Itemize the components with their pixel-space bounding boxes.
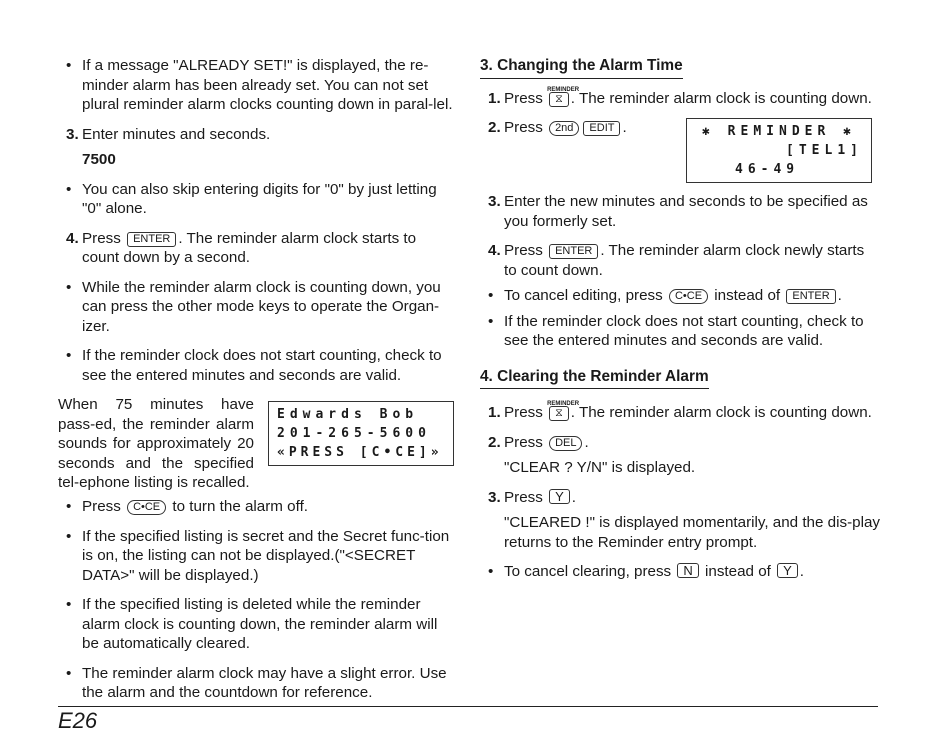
already-set-text: If a message "ALREADY SET!" is displayed, the re-minder alarm has been already set. You can not set plural reminder alarm clocks counting down in paral-lel. <box>82 57 453 113</box>
step-number: 3. <box>66 125 79 143</box>
alarm-sounds-block <box>58 395 456 491</box>
skip-digits-text: You can also skip entering digits for "0" by just letting "0" alone. <box>82 180 437 217</box>
y-key: Y <box>549 489 570 504</box>
clear-step-2: 2. Press DEL . "CLEAR ? Y/N" is displayed. <box>480 433 880 478</box>
section-title: 4. Clearing the Reminder Alarm <box>480 367 709 390</box>
cancel-editing-note: • To cancel editing, press C•CE instead of ENTER . <box>480 286 880 306</box>
step-text: Enter minutes and seconds. <box>82 125 271 143</box>
n-key: N <box>677 563 698 578</box>
step-number: 1. <box>488 89 501 107</box>
clear-prompt-text: "CLEAR ? Y/N" is displayed. <box>504 459 696 476</box>
step-4-press-enter <box>58 229 456 268</box>
lcd-line-countdown: 46-49 <box>735 162 800 177</box>
change-step-2-block <box>480 118 880 192</box>
press-label: Press <box>504 89 543 107</box>
lcd-display-listing <box>268 401 454 466</box>
step-3-enter-minutes <box>58 125 456 170</box>
step-number: 1. <box>488 404 501 421</box>
section-3-heading <box>480 56 880 79</box>
mode-keys-note <box>58 278 456 337</box>
alarm-off-note <box>58 497 456 517</box>
step-number: 2. <box>488 433 501 451</box>
alarm-off-text: to turn the alarm off. <box>172 498 309 515</box>
lcd-display-reminder <box>686 118 872 183</box>
step-number: 3. <box>488 488 501 506</box>
reminder-hourglass-icon: ⧖ <box>549 92 569 107</box>
press-label: Press <box>504 404 543 421</box>
lcd-line-tel: [TEL1] <box>786 143 863 158</box>
footer-divider <box>58 706 878 707</box>
left-column <box>58 50 456 713</box>
change-step-2: 2. Press 2nd EDIT . <box>488 119 627 136</box>
instead-of-label: instead of <box>705 563 771 580</box>
del-key: DEL <box>549 436 582 451</box>
reminder-key-label: REMINDER <box>547 401 580 407</box>
error-note <box>58 664 456 703</box>
mode-keys-text: While the reminder alarm clock is counting down, you can press the other mode keys to operate the Organ-izer. <box>82 278 441 335</box>
step-number: 2. <box>488 119 501 136</box>
section-title: 3. Changing the Alarm Time <box>480 56 683 79</box>
alarm-sounds-text: When 75 minutes have pass-ed, the reminder alarm sounds for approximately 20 seconds and the specified tel-ephone listing is recalled. <box>58 396 254 491</box>
press-label: Press <box>504 242 543 259</box>
lcd-line-title: ✱ REMINDER ✱ <box>702 124 856 139</box>
press-label: Press <box>504 119 543 136</box>
enter-key: ENTER <box>549 244 598 259</box>
deleted-note <box>58 595 456 654</box>
example-value: 7500 <box>82 151 116 168</box>
step-number: 3. <box>488 193 501 210</box>
cce-key: C•CE <box>669 289 708 304</box>
step-text: . The reminder alarm clock is counting down. <box>570 404 872 421</box>
change-step-3 <box>480 192 880 231</box>
reminder-key-label: REMINDER <box>547 86 580 93</box>
already-set-note <box>58 56 456 115</box>
change-step-1 <box>480 86 880 109</box>
cce-key: C•CE <box>127 500 166 515</box>
section-4-heading <box>480 367 880 390</box>
step-text: . The reminder alarm clock newly starts to count down. <box>504 242 865 279</box>
enter-key: ENTER <box>786 289 835 304</box>
secret-text: If the specified listing is secret and the Secret func-tion is on, the listing can not be displayed.("<SECRET DATA>" will be displayed.) <box>82 527 450 584</box>
lcd-line-phone: 201-265-5600 <box>277 426 431 441</box>
enter-key: ENTER <box>127 232 176 247</box>
deleted-text: If the specified listing is deleted while the reminder alarm clock is counting down, the reminder alarm will be automatically cleared. <box>82 596 438 652</box>
reminder-hourglass-icon: ⧖ <box>549 406 569 421</box>
cancel-editing-text: To cancel editing, press <box>504 287 663 304</box>
second-function-key: 2nd <box>549 121 579 136</box>
skip-digits-note <box>58 180 456 219</box>
error-text: The reminder alarm clock may have a slight error. Use the alarm and the countdown for reference. <box>82 664 447 701</box>
edit-key: EDIT <box>583 121 620 136</box>
clear-step-3: 3. Press Y . "CLEARED !" is displayed momentarily, and the dis-play returns to the Reminder entry prompt. <box>488 488 881 551</box>
y-key: Y <box>777 563 798 578</box>
cancel-clearing-text: To cancel clearing, press <box>504 563 672 580</box>
clear-step-1 <box>480 403 880 423</box>
validity-note-right <box>480 312 880 351</box>
press-label: Press <box>504 433 543 451</box>
secret-note <box>58 527 456 586</box>
cleared-text: "CLEARED !" is displayed momentarily, and the dis-play returns to the Reminder entry prompt. <box>504 514 881 551</box>
step-number: 4. <box>488 242 501 259</box>
instead-of-label: instead of <box>714 287 781 304</box>
lcd-line-prompt: «PRESS [C•CE]» <box>277 445 443 460</box>
cancel-clearing-note: • To cancel clearing, press N instead of Y . <box>480 562 880 582</box>
step-text: . The reminder alarm clock is counting down. <box>570 89 872 107</box>
change-step-4 <box>480 241 880 280</box>
page-number: E26 <box>58 708 98 733</box>
step-number: 4. <box>66 229 79 247</box>
step-text: . The reminder alarm clock starts to count down by a second. <box>82 229 417 266</box>
validity-text: If the reminder clock does not start counting, check to see the entered minutes and seconds are valid. <box>504 312 864 349</box>
press-label: Press <box>82 229 121 247</box>
press-label: Press <box>504 488 543 506</box>
step-text: Enter the new minutes and seconds to be specified as you formerly set. <box>504 193 868 230</box>
press-label: Press <box>82 498 121 515</box>
lcd-line-name: Edwards Bob <box>277 407 419 422</box>
validity-note <box>58 346 456 385</box>
validity-text: If the reminder clock does not start counting, check to see the entered minutes and seconds are valid. <box>82 347 442 384</box>
right-column <box>480 50 880 592</box>
